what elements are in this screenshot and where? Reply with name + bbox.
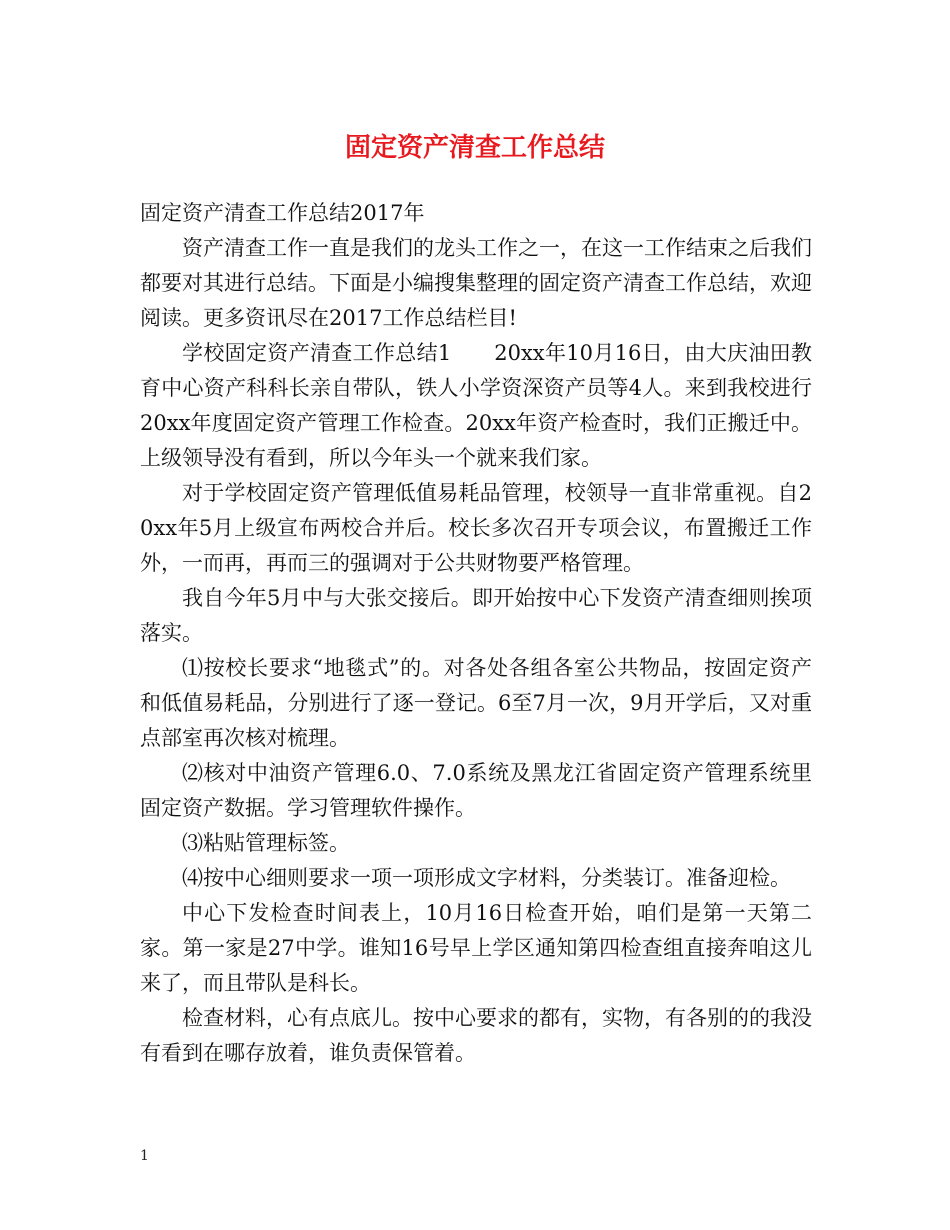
paragraph-schedule: 中心下发检查时间表上，10月16日检查开始，咱们是第一天第二家。第一家是27中学。谁知16号早上学区通知第四检查组直接奔咱这儿来了，而且带队是科长。 <box>140 901 812 995</box>
paragraph-step-3: ⑶粘贴管理标签。 <box>182 831 350 855</box>
paragraph-handover: 我自今年5月中与大张交接后。即开始按中心下发资产清查细则挨项落实。 <box>140 586 812 645</box>
paragraph-management: 对于学校固定资产管理低值易耗品管理，校领导一直非常重视。自20xx年5月上级宣布两校合并后。校长多次召开专项会议，布置搬迁工作外，一而再，再而三的强调对于公共财物要严格管理。 <box>140 481 812 575</box>
paragraph-step-1: ⑴按校长要求“地毯式”的。对各处各组各室公共物品，按固定资产和低值易耗品，分别进行了逐一登记。6至7月一次，9月开学后，又对重点部室再次核对梳理。 <box>140 656 812 750</box>
paragraph-step-4: ⑷按中心细则要求一项一项形成文字材料，分类装订。准备迎检。 <box>182 866 791 890</box>
paragraph-intro: 资产清查工作一直是我们的龙头工作之一，在这一工作结束之后我们都要对其进行总结。下面是小编搜集整理的固定资产清查工作总结，欢迎阅读。更多资讯尽在2017工作总结栏目! <box>140 236 812 330</box>
paragraph-subtitle: 固定资产清查工作总结2017年 <box>140 201 425 225</box>
page-title: 固定资产清查工作总结 <box>344 133 605 163</box>
paragraph-step-2: ⑵核对中油资产管理6.0、7.0系统及黑龙江省固定资产管理系统里固定资产数据。学习管理软件操作。 <box>140 761 812 820</box>
page-number: 1 <box>140 1148 149 1164</box>
document-body <box>140 196 812 1071</box>
paragraph-inspection: 检查材料，心有点底儿。按中心要求的都有，实物，有各别的的我没有看到在哪存放着，谁负责保管着。 <box>140 1006 812 1065</box>
paragraph-summary-1: 学校固定资产清查工作总结1 20xx年10月16日，由大庆油田教育中心资产科科长亲自带队，铁人小学资深资产员等4人。来到我校进行20xx年度固定资产管理工作检查。20xx年资产检查时，我们正搬迁中。上级领导没有看到，所以今年头一个就来我们家。 <box>140 341 812 470</box>
